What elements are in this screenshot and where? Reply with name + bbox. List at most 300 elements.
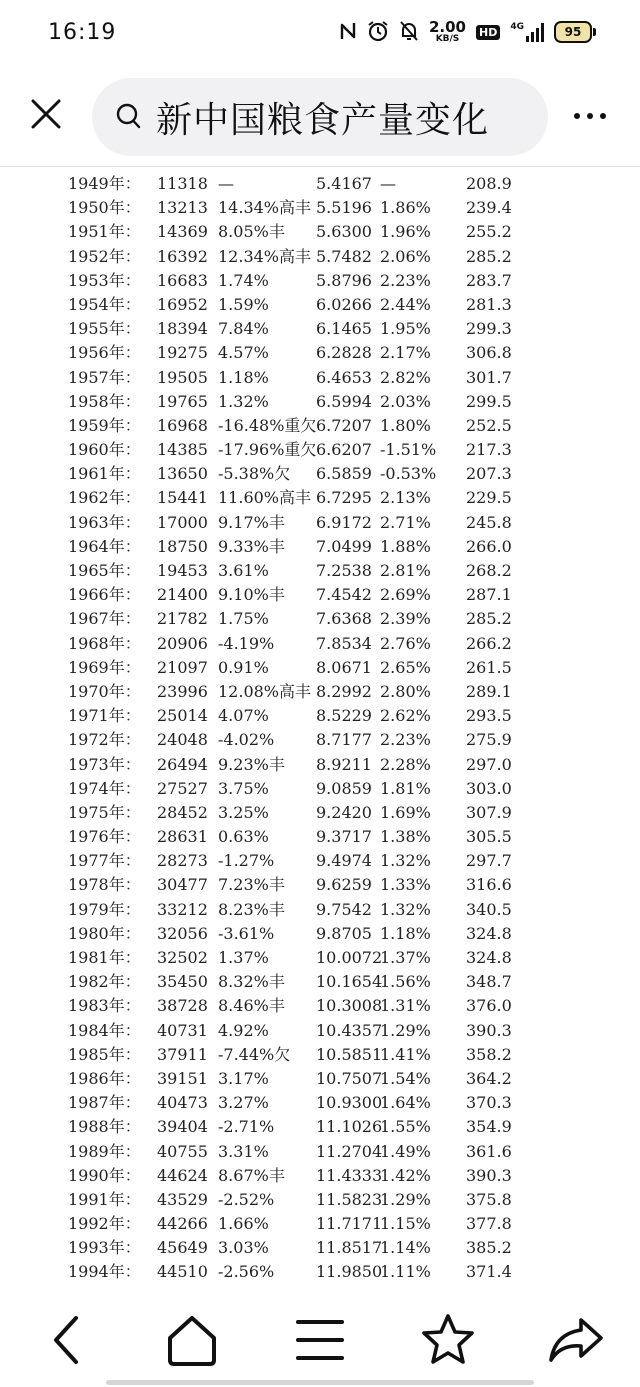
- year-cell: 1952年：: [68, 246, 141, 266]
- output-cell: 40755: [157, 1141, 208, 1161]
- signal-label: 4G: [510, 22, 524, 32]
- year-cell: 1987年：: [68, 1093, 141, 1113]
- alarm-icon: [367, 20, 389, 45]
- battery-level: 95: [564, 25, 582, 39]
- table-row: [0, 245, 640, 269]
- population-cell: 8.7177: [316, 730, 372, 750]
- per-capita-cell: 354.9: [466, 1117, 512, 1137]
- table-row: [0, 269, 640, 293]
- table-row: [0, 293, 640, 317]
- table-row: [0, 341, 640, 365]
- year-cell: 1976年：: [68, 827, 141, 847]
- output-cell: 18750: [157, 536, 208, 556]
- population-cell: 6.7295: [316, 488, 372, 508]
- growth-cell: 3.61%: [218, 561, 269, 580]
- table-row: [0, 704, 640, 728]
- table-row: [0, 607, 640, 631]
- output-cell: 23996: [157, 681, 208, 701]
- population-cell: 9.8705: [316, 923, 372, 943]
- year-cell: 1974年：: [68, 778, 141, 798]
- home-indicator[interactable]: [106, 1380, 534, 1385]
- output-cell: 35450: [157, 972, 208, 992]
- output-cell: 20906: [157, 633, 208, 653]
- output-cell: 11318: [157, 174, 208, 193]
- search-query: 新中国粮食产量变化: [156, 99, 490, 141]
- nfc-icon: [339, 21, 357, 44]
- table-row: [0, 1236, 640, 1260]
- growth-cell: 8.32%丰: [218, 972, 285, 992]
- growth-cell: -2.56%: [218, 1262, 275, 1282]
- population-cell: 7.2538: [316, 561, 372, 580]
- per-capita-cell: 376.0: [466, 996, 512, 1016]
- population-cell: 11.5823: [316, 1189, 383, 1209]
- table-row: [0, 220, 640, 244]
- growth-cell: 0.63%: [218, 827, 269, 847]
- population-cell: 9.6259: [316, 875, 372, 895]
- year-cell: 1990年：: [68, 1165, 141, 1185]
- per-capita-cell: 239.4: [466, 198, 512, 218]
- population-cell: 10.5851: [316, 1044, 383, 1064]
- network-speed-unit: KB/S: [435, 34, 460, 44]
- pop-growth-cell: 2.82%: [380, 367, 431, 387]
- per-capita-cell: 306.8: [466, 343, 512, 363]
- pop-growth-cell: 1.15%: [380, 1214, 431, 1234]
- year-cell: 1950年：: [68, 198, 141, 218]
- growth-cell: 3.03%: [218, 1238, 269, 1258]
- population-cell: 7.0499: [316, 536, 372, 556]
- growth-cell: -3.61%: [218, 923, 275, 943]
- per-capita-cell: 217.3: [466, 440, 512, 460]
- pop-growth-cell: 2.76%: [380, 633, 431, 653]
- battery-icon: [554, 21, 596, 43]
- per-capita-cell: 289.1: [466, 681, 512, 701]
- growth-cell: 8.23%丰: [218, 899, 285, 919]
- output-cell: 27527: [157, 778, 208, 798]
- pop-growth-cell: 1.18%: [380, 923, 431, 943]
- growth-cell: -5.38%欠: [218, 464, 291, 484]
- output-cell: 21782: [157, 609, 208, 629]
- per-capita-cell: 390.3: [466, 1165, 512, 1185]
- output-cell: 32056: [157, 923, 208, 943]
- pop-growth-cell: 1.56%: [380, 972, 431, 992]
- status-bar: [0, 0, 640, 64]
- table-row: [0, 390, 640, 414]
- output-cell: 44266: [157, 1214, 208, 1234]
- per-capita-cell: 229.5: [466, 488, 512, 508]
- population-cell: 10.0072: [316, 948, 383, 967]
- year-cell: 1993年：: [68, 1238, 141, 1258]
- growth-cell: 3.17%: [218, 1068, 269, 1088]
- population-cell: 10.4357: [316, 1020, 383, 1040]
- output-cell: 19453: [157, 561, 208, 580]
- table-row: [0, 486, 640, 510]
- population-cell: 8.5229: [316, 706, 372, 726]
- pop-growth-cell: 2.28%: [380, 754, 431, 774]
- table-row: [0, 680, 640, 704]
- population-cell: 5.4167: [316, 174, 372, 193]
- table-row: [0, 511, 640, 535]
- menu-button[interactable]: [290, 1310, 350, 1370]
- year-cell: 1956年：: [68, 343, 141, 363]
- per-capita-cell: 303.0: [466, 778, 512, 798]
- output-cell: 43529: [157, 1189, 208, 1209]
- table-row: [0, 801, 640, 825]
- pop-growth-cell: 1.81%: [380, 778, 431, 798]
- year-cell: 1994年：: [68, 1262, 141, 1282]
- output-cell: 38728: [157, 996, 208, 1016]
- pop-growth-cell: 1.96%: [380, 222, 431, 242]
- population-cell: 6.7207: [316, 415, 372, 435]
- table-row: [0, 656, 640, 680]
- pop-growth-cell: 1.29%: [380, 1020, 431, 1040]
- year-cell: 1986年：: [68, 1068, 141, 1088]
- table-row: [0, 946, 640, 970]
- back-icon: [46, 1312, 86, 1368]
- per-capita-cell: 361.6: [466, 1141, 512, 1161]
- year-cell: 1979年：: [68, 899, 141, 919]
- per-capita-cell: 297.0: [466, 754, 512, 774]
- per-capita-cell: 208.9: [466, 174, 512, 193]
- year-cell: 1959年：: [68, 415, 141, 435]
- per-capita-cell: 305.5: [466, 827, 512, 847]
- year-cell: 1949年：: [68, 174, 141, 193]
- population-cell: 8.0671: [316, 657, 372, 677]
- hd-badge: HD: [476, 25, 500, 40]
- share-icon: [547, 1314, 605, 1366]
- per-capita-cell: 370.3: [466, 1093, 512, 1113]
- year-cell: 1983年：: [68, 996, 141, 1016]
- table-row: [0, 414, 640, 438]
- year-cell: 1977年：: [68, 851, 141, 871]
- favorite-button[interactable]: [418, 1310, 478, 1370]
- table-row: [0, 898, 640, 922]
- pop-growth-cell: 1.33%: [380, 875, 431, 895]
- pop-growth-cell: -0.53%: [380, 464, 437, 484]
- home-icon: [164, 1312, 220, 1368]
- pop-growth-cell: 1.14%: [380, 1238, 431, 1258]
- search-input[interactable]: [92, 78, 548, 156]
- output-cell: 16952: [157, 294, 208, 314]
- pop-growth-cell: 1.37%: [380, 948, 431, 967]
- per-capita-cell: 299.5: [466, 391, 512, 411]
- year-cell: 1960年：: [68, 440, 141, 460]
- close-icon: [30, 98, 62, 130]
- pop-growth-cell: 2.71%: [380, 512, 431, 532]
- growth-cell: 8.67%丰: [218, 1165, 285, 1185]
- population-cell: 5.5196: [316, 198, 372, 218]
- table-row: [0, 172, 640, 196]
- table-row: [0, 1115, 640, 1139]
- output-cell: 16392: [157, 246, 208, 266]
- search-icon: [116, 103, 142, 131]
- output-cell: 26494: [157, 754, 208, 774]
- table-row: [0, 559, 640, 583]
- population-cell: 6.0266: [316, 294, 372, 314]
- table-row: [0, 632, 640, 656]
- status-time: 16:19: [48, 19, 117, 45]
- pop-growth-cell: 1.54%: [380, 1068, 431, 1088]
- growth-cell: 12.34%高丰: [218, 246, 312, 266]
- year-cell: 1958年：: [68, 391, 141, 411]
- menu-icon: [294, 1316, 346, 1364]
- table-row: [0, 1188, 640, 1212]
- growth-cell: 1.59%: [218, 294, 269, 314]
- per-capita-cell: 364.2: [466, 1068, 512, 1088]
- table-row: [0, 1260, 640, 1284]
- per-capita-cell: 375.8: [466, 1189, 512, 1209]
- output-cell: 19505: [157, 367, 208, 387]
- growth-cell: 1.74%: [218, 270, 269, 290]
- back-button[interactable]: [36, 1310, 96, 1370]
- per-capita-cell: 285.2: [466, 246, 512, 266]
- star-icon: [419, 1312, 477, 1368]
- growth-cell: 3.27%: [218, 1093, 269, 1113]
- output-cell: 16683: [157, 270, 208, 290]
- growth-cell: 1.66%: [218, 1214, 269, 1234]
- status-icons: [339, 20, 596, 45]
- year-cell: 1967年：: [68, 609, 141, 629]
- growth-cell: -1.27%: [218, 851, 275, 871]
- output-cell: 13213: [157, 198, 208, 218]
- growth-cell: 11.60%高丰: [218, 488, 312, 508]
- population-cell: 5.7482: [316, 246, 372, 266]
- per-capita-cell: 358.2: [466, 1044, 512, 1064]
- population-cell: 11.7171: [316, 1214, 383, 1234]
- pop-growth-cell: 1.64%: [380, 1093, 431, 1113]
- population-cell: 7.8534: [316, 633, 372, 653]
- growth-cell: 7.23%丰: [218, 875, 285, 895]
- growth-cell: -4.19%: [218, 633, 275, 653]
- home-button[interactable]: [162, 1310, 222, 1370]
- output-cell: 14369: [157, 222, 208, 242]
- population-cell: 9.4974: [316, 851, 372, 871]
- output-cell: 30477: [157, 875, 208, 895]
- population-cell: 7.6368: [316, 609, 372, 629]
- pop-growth-cell: 1.95%: [380, 319, 431, 339]
- table-row: [0, 849, 640, 873]
- pop-growth-cell: 2.13%: [380, 488, 431, 508]
- pop-growth-cell: 2.23%: [380, 730, 431, 750]
- population-cell: 7.4542: [316, 585, 372, 605]
- output-cell: 28631: [157, 827, 208, 847]
- output-cell: 45649: [157, 1238, 208, 1258]
- growth-cell: 7.84%: [218, 319, 269, 339]
- year-cell: 1978年：: [68, 875, 141, 895]
- header-divider: [0, 166, 640, 167]
- pop-growth-cell: 1.86%: [380, 198, 431, 218]
- population-cell: 6.5994: [316, 391, 372, 411]
- year-cell: 1962年：: [68, 488, 141, 508]
- pop-growth-cell: 2.44%: [380, 294, 431, 314]
- table-row: [0, 922, 640, 946]
- pop-growth-cell: 1.49%: [380, 1141, 431, 1161]
- table-row: [0, 1164, 640, 1188]
- population-cell: 10.7507: [316, 1068, 383, 1088]
- pop-growth-cell: 1.55%: [380, 1117, 431, 1137]
- more-button[interactable]: [566, 100, 614, 132]
- population-cell: 9.3717: [316, 827, 372, 847]
- per-capita-cell: 340.5: [466, 899, 512, 919]
- growth-cell: 8.05%丰: [218, 222, 285, 242]
- year-cell: 1988年：: [68, 1117, 141, 1137]
- per-capita-cell: 299.3: [466, 319, 512, 339]
- population-cell: 8.2992: [316, 681, 372, 701]
- per-capita-cell: 371.4: [466, 1262, 512, 1282]
- year-cell: 1982年：: [68, 972, 141, 992]
- output-cell: 25014: [157, 706, 208, 726]
- table-row: [0, 535, 640, 559]
- table-row: [0, 196, 640, 220]
- pop-growth-cell: 1.80%: [380, 415, 431, 435]
- per-capita-cell: 266.2: [466, 633, 512, 653]
- growth-cell: 4.92%: [218, 1020, 269, 1040]
- table-row: [0, 728, 640, 752]
- year-cell: 1968年：: [68, 633, 141, 653]
- growth-cell: 12.08%高丰: [218, 681, 312, 701]
- output-cell: 21097: [157, 657, 208, 677]
- grain-output-table: [0, 172, 640, 1290]
- population-cell: 6.4653: [316, 367, 372, 387]
- population-cell: 9.0859: [316, 778, 372, 798]
- pop-growth-cell: 1.32%: [380, 851, 431, 871]
- growth-cell: 1.32%: [218, 391, 269, 411]
- per-capita-cell: 261.5: [466, 657, 512, 677]
- growth-cell: -7.44%欠: [218, 1044, 291, 1064]
- year-cell: 1989年：: [68, 1141, 141, 1161]
- year-cell: 1984年：: [68, 1020, 141, 1040]
- output-cell: 44510: [157, 1262, 208, 1282]
- year-cell: 1980年：: [68, 923, 141, 943]
- year-cell: 1963年：: [68, 512, 141, 532]
- population-cell: 5.8796: [316, 270, 372, 290]
- growth-cell: -17.96%重欠: [218, 440, 317, 460]
- pop-growth-cell: 1.11%: [380, 1262, 431, 1282]
- table-row: [0, 1043, 640, 1067]
- more-icon: [574, 113, 580, 119]
- per-capita-cell: 207.3: [466, 464, 512, 484]
- output-cell: 44624: [157, 1165, 208, 1185]
- table-row: [0, 438, 640, 462]
- per-capita-cell: 252.5: [466, 415, 512, 435]
- year-cell: 1985年：: [68, 1044, 141, 1064]
- table-row: [0, 583, 640, 607]
- year-cell: 1972年：: [68, 730, 141, 750]
- per-capita-cell: 385.2: [466, 1238, 512, 1258]
- growth-cell: 1.37%: [218, 948, 269, 967]
- pop-growth-cell: 2.39%: [380, 609, 431, 629]
- year-cell: 1954年：: [68, 294, 141, 314]
- pop-growth-cell: 2.23%: [380, 270, 431, 290]
- pop-growth-cell: 2.80%: [380, 681, 431, 701]
- year-cell: 1981年：: [68, 948, 141, 967]
- population-cell: 9.2420: [316, 802, 372, 822]
- per-capita-cell: 275.9: [466, 730, 512, 750]
- output-cell: 28273: [157, 851, 208, 871]
- table-row: [0, 1091, 640, 1115]
- pop-growth-cell: 1.41%: [380, 1044, 431, 1064]
- population-cell: 11.4333: [316, 1165, 383, 1185]
- output-cell: 28452: [157, 802, 208, 822]
- population-cell: 11.8517: [316, 1238, 383, 1258]
- pop-growth-cell: 2.81%: [380, 561, 431, 580]
- year-cell: 1955年：: [68, 319, 141, 339]
- population-cell: 10.1654: [316, 972, 383, 992]
- pop-growth-cell: 2.69%: [380, 585, 431, 605]
- per-capita-cell: 266.0: [466, 536, 512, 556]
- table-row: [0, 777, 640, 801]
- output-cell: 18394: [157, 319, 208, 339]
- year-cell: 1969年：: [68, 657, 141, 677]
- year-cell: 1964年：: [68, 536, 141, 556]
- table-row: [0, 1212, 640, 1236]
- share-button[interactable]: [546, 1310, 606, 1370]
- output-cell: 39151: [157, 1068, 208, 1088]
- growth-cell: 3.31%: [218, 1141, 269, 1161]
- table-row: [0, 1019, 640, 1043]
- per-capita-cell: 283.7: [466, 270, 512, 290]
- table-row: [0, 994, 640, 1018]
- table-row: [0, 462, 640, 486]
- bottom-nav: [0, 1290, 640, 1387]
- pop-growth-cell: 2.03%: [380, 391, 431, 411]
- pop-growth-cell: 1.31%: [380, 996, 431, 1016]
- year-cell: 1991年：: [68, 1189, 141, 1209]
- population-cell: 11.1026: [316, 1117, 383, 1137]
- growth-cell: 0.91%: [218, 657, 269, 677]
- population-cell: 6.6207: [316, 440, 372, 460]
- top-bar: [0, 70, 640, 162]
- growth-cell: -2.52%: [218, 1189, 275, 1209]
- output-cell: 21400: [157, 585, 208, 605]
- pop-growth-cell: 1.38%: [380, 827, 431, 847]
- population-cell: 6.1465: [316, 319, 372, 339]
- year-cell: 1951年：: [68, 222, 141, 242]
- growth-cell: 9.23%丰: [218, 754, 285, 774]
- signal-icon: [510, 22, 544, 42]
- growth-cell: 1.18%: [218, 367, 269, 387]
- year-cell: 1965年：: [68, 561, 141, 580]
- year-cell: 1957年：: [68, 367, 141, 387]
- mute-bell-icon: [399, 20, 419, 45]
- per-capita-cell: 307.9: [466, 802, 512, 822]
- table-row: [0, 317, 640, 341]
- per-capita-cell: 287.1: [466, 585, 512, 605]
- pop-growth-cell: 1.29%: [380, 1189, 431, 1209]
- output-cell: 13650: [157, 464, 208, 484]
- output-cell: 40731: [157, 1020, 208, 1040]
- per-capita-cell: 293.5: [466, 706, 512, 726]
- pop-growth-cell: 1.88%: [380, 536, 431, 556]
- growth-cell: 4.07%: [218, 706, 269, 726]
- population-cell: 11.9850: [316, 1262, 383, 1282]
- per-capita-cell: 245.8: [466, 512, 512, 532]
- output-cell: 40473: [157, 1093, 208, 1113]
- growth-cell: 9.17%丰: [218, 512, 285, 532]
- population-cell: 10.3008: [316, 996, 383, 1016]
- year-cell: 1975年：: [68, 802, 141, 822]
- year-cell: 1970年：: [68, 681, 141, 701]
- output-cell: 15441: [157, 488, 208, 508]
- per-capita-cell: 268.2: [466, 561, 512, 580]
- table-row: [0, 873, 640, 897]
- per-capita-cell: 390.3: [466, 1020, 512, 1040]
- close-button[interactable]: [24, 92, 68, 136]
- growth-cell: 8.46%丰: [218, 996, 285, 1016]
- pop-growth-cell: 1.42%: [380, 1165, 431, 1185]
- population-cell: 6.9172: [316, 512, 372, 532]
- per-capita-cell: 377.8: [466, 1214, 512, 1234]
- year-cell: 1992年：: [68, 1214, 141, 1234]
